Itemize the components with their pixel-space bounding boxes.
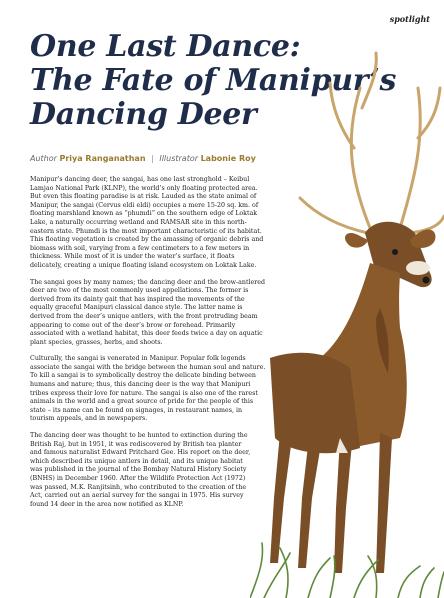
- byline-separator: |: [151, 154, 154, 163]
- author-name: Priya Ranganathan: [59, 154, 146, 163]
- byline: [30, 154, 256, 163]
- author-label: Author: [30, 154, 57, 163]
- illustrator-name: Labonie Roy: [200, 154, 256, 163]
- paragraph-4: The dancing deer was thought to be hunted to extinction during the British Raj, but in 1951, it was rediscovered by British tea planter and famous naturalist Edward Pritchard Gee. His report on the deer, which described its unique antlers in detail, and its unique habitat was published in the journal of the Bombay Natural History Society (BNHS) in December 1960. After the Wildlife Protection Act (1972) was passed, M.K. Ranjitsinh, who contributed to the creation of the Act, carried out an aerial survey for the sangai in 1975. His survey found 14 deer in the area now notified as KLNP.: [30, 432, 251, 508]
- sangai-deer-illustration: [250, 28, 444, 598]
- title-line-3: Dancing Deer: [30, 97, 257, 132]
- article-body: [30, 176, 266, 517]
- title-line-2: The Fate of Manipur’s: [30, 63, 397, 98]
- paragraph-2: The sangai goes by many names; the dancing deer and the brow-antlered deer are two of the most commonly used appellations. The former is derived from its dainty gait that has inspired the movements of the equally graceful Manipuri classical dance style. The latter name is derived from the deer’s unique antlers, with the front protruding beam appearing to come out of the deer’s brow or forehead. Primarily associated with a wetland habitat, this deer feeds twice a day on aquatic plant species, grasses, herbs, and shoots.: [30, 278, 266, 346]
- deer-body: [270, 263, 407, 453]
- illustrator-label: Illustrator: [159, 154, 199, 163]
- section-tag: spotlight: [389, 14, 430, 24]
- deer-antlers: [300, 53, 444, 233]
- grass-ground: [250, 543, 444, 598]
- title-line-1: One Last Dance:: [30, 29, 301, 64]
- paragraph-1: Manipur’s dancing deer, the sangai, has one last stronghold – Keibul Lamjao National Park (KLNP), the world’s only floating protected area. But even this floating paradise is at risk. Lauded as the state animal of Manipur, the sangai (Cervus eldi eldi) occupies a mere 15-20 sq. km. of floating marshland known as “phumdi” on the southern edge of Loktak Lake, a naturally occurring wetland and RAMSAR site in this north-eastern state. Phumdi is the most important characteristic of its habitat. This floating vegetation is created by the amassing of organic debris and biomass with soil, varying from a few centimeters to a few meters in thickness. While most of it is under the water’s surface, it floats delicately, creating a unique floating island ecosystem on Loktak Lake.: [30, 176, 264, 269]
- paragraph-3: Culturally, the sangai is venerated in Manipur. Popular folk legends associate the sangai with the bridge between the human soul and nature. To kill a sangai is to symbolically destroy the delicate binding between humans and nature; thus, this dancing deer is the way that Manipuri tribes express their love for nature. The sangai is also one of the rarest animals in the world and a great source of pride for the people of this state – its name can be found on signages, in restaurant names, in tourism appeals, and in newspapers.: [30, 355, 266, 423]
